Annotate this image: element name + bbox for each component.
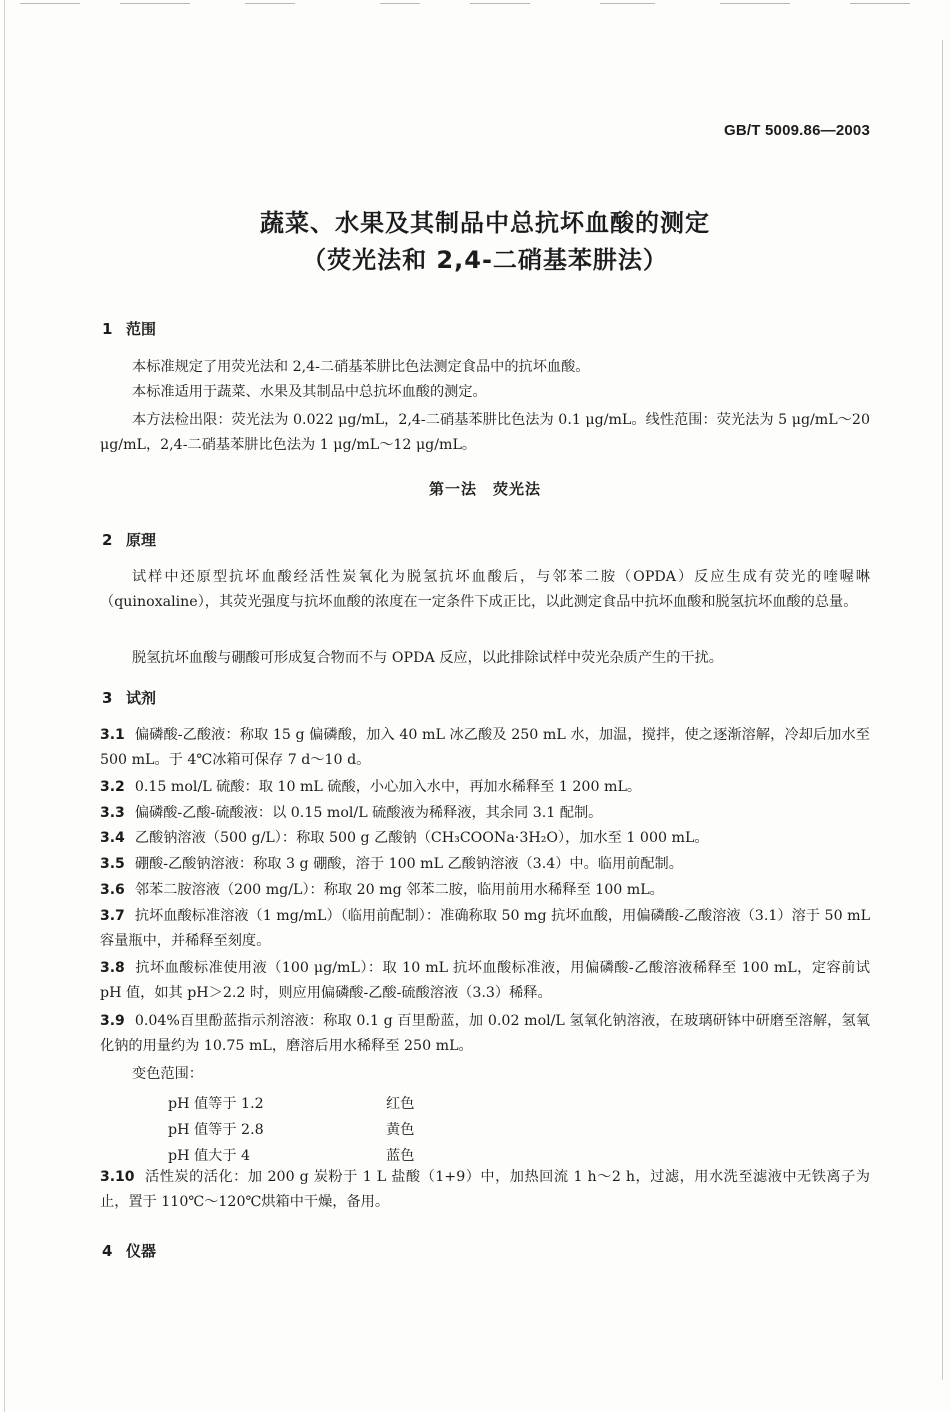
section-heading-apparatus <box>102 1240 156 1261</box>
item-number: 3.4 <box>100 830 125 846</box>
item-text: 0.15 mol/L 硫酸：取 10 mL 硫酸，小心加入水中，再加水稀释至 1 200 mL。 <box>134 779 642 795</box>
item-text: 乙酸钠溶液（500 g/L）：称取 500 g 乙酸钠（CH₃COONa·3H₂O），加水至 1 000 mL。 <box>134 830 709 846</box>
method-title: 第一法 荧光法 <box>428 480 541 498</box>
color-range-condition: pH 值等于 2.8 <box>168 1122 264 1138</box>
paragraph: 本标准适用于蔬菜、水果及其制品中总抗坏血酸的测定。 <box>132 384 487 400</box>
color-range-label: 变色范围： <box>132 1066 203 1082</box>
item-number: 3.7 <box>100 908 125 924</box>
reagent-item <box>100 801 870 826</box>
section-heading-principle <box>102 529 156 550</box>
section-number: 4 <box>102 1242 113 1260</box>
reagent-item <box>100 723 870 773</box>
reagent-item <box>100 878 870 903</box>
item-number: 3.8 <box>100 960 125 976</box>
item-number: 3.3 <box>100 805 125 821</box>
standard-code: GB/T 5009.86—2003 <box>724 122 870 139</box>
section-number: 2 <box>102 531 113 549</box>
item-number: 3.2 <box>100 779 125 795</box>
scan-edge-top <box>0 0 950 8</box>
paragraph: 本标准规定了用荧光法和 2,4-二硝基苯肼比色法测定食品中的抗坏血酸。 <box>132 359 590 375</box>
color-range-color: 红色 <box>386 1096 415 1112</box>
color-range-condition: pH 值等于 1.2 <box>168 1096 264 1112</box>
section-title: 仪器 <box>126 1242 157 1260</box>
section-number: 1 <box>102 320 113 338</box>
document-title: 蔬菜、水果及其制品中总抗坏血酸的测定 <box>260 209 710 237</box>
color-range-color: 黄色 <box>386 1122 415 1138</box>
item-text: 活性炭的活化：加 200 g 炭粉于 1 L 盐酸（1+9）中，加热回流 1 h～2 h，过滤，用水洗至滤液中无铁离子为止，置于 110℃～120℃烘箱中干燥，备用。 <box>100 1169 870 1210</box>
section-title: 范围 <box>126 320 157 338</box>
reagent-item <box>100 956 870 1006</box>
item-text: 邻苯二胺溶液（200 mg/L）：称取 20 mg 邻苯二胺，临用前用水稀释至 100 mL。 <box>134 882 664 898</box>
section-heading-scope <box>102 318 156 339</box>
section-heading-reagents <box>102 687 156 708</box>
item-text: 抗坏血酸标准使用液（100 μg/mL）：取 10 mL 抗坏血酸标准液，用偏磷酸-乙酸溶液稀释至 100 mL，定容前试 pH 值，如其 pH＞2.2 时，则应用偏磷酸-乙酸-硫酸溶液（3.3）稀释。 <box>100 960 870 1001</box>
item-text: 硼酸-乙酸钠溶液：称取 3 g 硼酸，溶于 100 mL 乙酸钠溶液（3.4）中。临用前配制。 <box>134 856 683 872</box>
item-text: 偏磷酸-乙酸液：称取 15 g 偏磷酸，加入 40 mL 冰乙酸及 250 mL 水，加温，搅拌，使之逐渐溶解，冷却后加水至 500 mL。于 4℃冰箱可保存 7 d～10 d。 <box>100 727 870 768</box>
color-range-color: 蓝色 <box>386 1148 415 1164</box>
item-number: 3.10 <box>100 1169 135 1185</box>
color-range-condition: pH 值大于 4 <box>168 1148 251 1164</box>
section-title: 原理 <box>126 531 157 549</box>
document-subtitle: （荧光法和 2,4-二硝基苯肼法） <box>302 246 668 274</box>
section-title: 试剂 <box>126 689 157 707</box>
reagent-item <box>100 1165 870 1215</box>
item-text: 0.04%百里酚蓝指示剂溶液：称取 0.1 g 百里酚蓝，加 0.02 mol/L 氢氧化钠溶液，在玻璃研钵中研磨至溶解，氢氧化钠的用量约为 10.75 mL，磨溶后用水稀释至 250 mL。 <box>100 1013 870 1054</box>
item-number: 3.9 <box>100 1013 125 1029</box>
item-text: 偏磷酸-乙酸-硫酸液：以 0.15 mol/L 硫酸液为稀释液，其余同 3.1 配制。 <box>134 805 603 821</box>
scan-edge-left <box>4 0 5 1412</box>
item-number: 3.5 <box>100 856 125 872</box>
reagent-item <box>100 904 870 954</box>
section-number: 3 <box>102 689 113 707</box>
reagent-item <box>100 775 870 800</box>
paragraph: 本方法检出限：荧光法为 0.022 μg/mL，2,4-二硝基苯肼比色法为 0.1 μg/mL。线性范围：荧光法为 5 μg/mL～20 μg/mL，2,4-二硝基苯肼比色法为 1 μg/mL～12 μg/mL。 <box>100 412 870 453</box>
paragraph: 试样中还原型抗坏血酸经活性炭氧化为脱氢抗坏血酸后，与邻苯二胺（OPDA）反应生成有荧光的喹喔啉（quinoxaline），其荧光强度与抗坏血酸的浓度在一定条件下成正比，以此测定食品中抗坏血酸和脱氢抗坏血酸的总量。 <box>100 569 870 610</box>
reagent-item <box>100 826 870 851</box>
paragraph: 脱氢抗坏血酸与硼酸可形成复合物而不与 OPDA 反应，以此排除试样中荧光杂质产生的干扰。 <box>132 650 723 666</box>
reagent-item <box>100 1009 870 1059</box>
scan-edge-right <box>942 40 943 1380</box>
item-number: 3.6 <box>100 882 125 898</box>
item-number: 3.1 <box>100 727 125 743</box>
reagent-item <box>100 852 870 877</box>
item-text: 抗坏血酸标准溶液（1 mg/mL）（临用前配制）：准确称取 50 mg 抗坏血酸，用偏磷酸-乙酸溶液（3.1）溶于 50 mL 容量瓶中，并稀释至刻度。 <box>100 908 870 949</box>
